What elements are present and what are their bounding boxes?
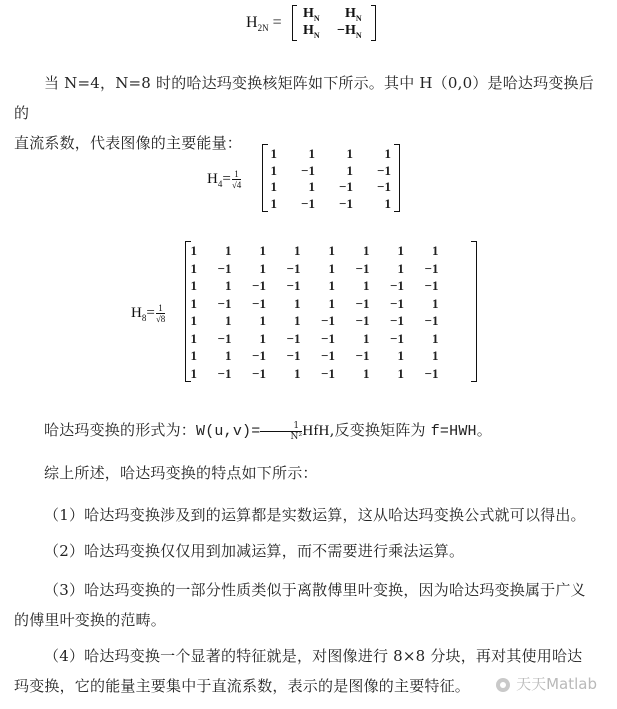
h4-cell: 1 [308, 146, 315, 161]
h8-cell: −1 [321, 348, 335, 363]
formula-hfh: HfH [302, 423, 330, 439]
h8-cell: 1 [190, 260, 197, 276]
h8-cell: 1 [328, 243, 335, 258]
h4-row [263, 194, 399, 213]
h8-row [186, 311, 476, 330]
h8-equals: = [146, 304, 155, 321]
formula-line [14, 415, 606, 447]
h8-cell: −1 [217, 295, 232, 311]
h8-cell: −1 [252, 295, 266, 311]
h8-cell: 1 [432, 295, 439, 311]
watermark [496, 673, 597, 694]
point-1-paragraph [14, 500, 606, 530]
h4-scale-fraction: $\frac{1}{√4}$ [231, 169, 242, 190]
formula-fraction: $\frac{1}{\text{N²}}$ [260, 421, 302, 442]
h8-cell: −1 [390, 278, 404, 293]
point-3-paragraph [14, 575, 606, 635]
h4-cell: −1 [377, 162, 391, 178]
h8-row [186, 241, 476, 260]
h4-cell: 1 [384, 146, 391, 161]
h8-cell: 1 [190, 348, 197, 363]
h8-cell: 1 [397, 243, 404, 258]
h8-cell: −1 [355, 260, 370, 276]
h8-cell: −1 [424, 278, 439, 293]
h4-cell: −1 [301, 195, 315, 211]
h8-cell: −1 [217, 260, 232, 276]
h8-cell: −1 [390, 295, 404, 311]
h2n-cell-21: $H_N$ [303, 23, 320, 40]
h8-cell: 1 [190, 330, 197, 346]
formula-w-expr: W(u,v)= [196, 423, 261, 440]
h8-cell: 1 [190, 243, 197, 258]
h8-cell: −1 [355, 295, 370, 311]
h2n-cell-12: $H_N$ [345, 6, 362, 23]
h8-cell: 1 [328, 278, 335, 293]
h4-label-base: H [207, 170, 218, 187]
h8-cell: −1 [217, 365, 232, 381]
summary-paragraph [14, 458, 606, 488]
h8-scale-fraction: $\frac{1}{√8}$ [155, 303, 166, 324]
point-4-line-1: （4）哈达玛变换一个显著的特征就是，对图像进行 8×8 分块，再对其使用哈达 [44, 647, 583, 665]
h4-matrix [262, 144, 400, 212]
h4-cell: 1 [270, 179, 277, 194]
h8-cell: 1 [225, 348, 232, 363]
h8-cell: −1 [424, 313, 439, 328]
point-2-text: （2）哈达玛变换仅仅用到加减运算，而不需要进行乘法运算。 [44, 542, 465, 560]
h4-cell: 1 [270, 146, 277, 161]
h8-cell: 1 [259, 330, 266, 346]
h8-cell: 1 [294, 365, 301, 381]
h4-cell: 1 [270, 195, 277, 211]
h8-label-base: H [131, 304, 142, 321]
h8-cell: 1 [432, 348, 439, 363]
h8-matrix [185, 241, 477, 382]
formula-end: 。 [476, 421, 492, 439]
h2n-cell-11: $H_N$ [303, 6, 320, 23]
h8-cell: 1 [225, 243, 232, 258]
h2n-formula-label [246, 14, 282, 33]
h8-cell: 1 [363, 243, 370, 258]
h8-cell: −1 [355, 348, 370, 363]
intro-line-2: 直流系数，代表图像的主要能量： [14, 134, 243, 152]
h4-cell: −1 [339, 179, 353, 194]
h8-cell: −1 [252, 348, 266, 363]
h4-cell: −1 [377, 179, 391, 194]
summary-text: 综上所述，哈达玛变换的特点如下所示： [44, 464, 318, 482]
h2n-lhs-sub: 2N [257, 23, 269, 34]
h2n-lhs: H [246, 14, 258, 31]
h4-cell: 1 [308, 179, 315, 194]
h4-equals: = [222, 170, 231, 187]
h2n-matrix [292, 5, 376, 41]
h2n-equals: = [272, 14, 282, 31]
h8-cell: −1 [321, 365, 335, 381]
point-3-line-2: 的傅里叶变换的范畴。 [14, 611, 167, 629]
h8-cell: −1 [286, 278, 301, 293]
h8-cell: 1 [259, 313, 266, 328]
h4-label-sub: 4 [217, 178, 223, 189]
h4-cell: 1 [346, 162, 353, 178]
h4-cell: 1 [384, 195, 391, 211]
formula-middle: ,反变换矩阵为 [329, 421, 426, 439]
h8-row [186, 329, 476, 348]
h8-cell: 1 [328, 295, 335, 311]
h8-row [186, 364, 476, 383]
h8-row [186, 346, 476, 365]
h8-cell: 1 [328, 260, 335, 276]
h8-cell: 1 [294, 313, 301, 328]
h8-row [186, 259, 476, 278]
point-3-line-1: （3）哈达玛变换的一部分性质类似于离散傅里叶变换，因为哈达玛变换属于广义 [44, 581, 586, 599]
h8-cell: −1 [286, 348, 301, 363]
h8-cell: 1 [225, 278, 232, 293]
h8-row [186, 276, 476, 295]
h4-cell: 1 [270, 162, 277, 178]
point-4-line-2: 玛变换，它的能量主要集中于直流系数，表示的是图像的主要特征。 [14, 677, 471, 695]
h8-cell: 1 [259, 243, 266, 258]
formula-paragraph [14, 415, 606, 447]
formula-prefix: 哈达玛变换的形式为： [44, 421, 197, 439]
h8-cell: −1 [321, 313, 335, 328]
h8-cell: −1 [286, 260, 301, 276]
h4-cell: −1 [339, 195, 353, 211]
h8-cell: −1 [252, 365, 266, 381]
h8-cell: 1 [363, 365, 370, 381]
h8-cell: −1 [424, 260, 439, 276]
h8-cell: 1 [190, 278, 197, 293]
h8-cell: −1 [355, 313, 370, 328]
h8-cell: 1 [190, 313, 197, 328]
formula-inverse: f=HWH [430, 423, 477, 440]
h8-cell: −1 [424, 365, 439, 381]
h8-cell: 1 [397, 365, 404, 381]
intro-line-1: 当 N=4，N=8 时的哈达玛变换核矩阵如下所示。其中 H（0,0）是哈达玛变换后的 [14, 74, 594, 122]
h8-cell: 1 [397, 348, 404, 363]
h8-cell: 1 [259, 260, 266, 276]
h4-cell: −1 [301, 162, 315, 178]
h8-label-sub: 8 [141, 312, 147, 323]
wechat-icon [496, 678, 510, 692]
h8-cell: 1 [432, 243, 439, 258]
point-2-paragraph [14, 536, 606, 566]
watermark-text: 天天Matlab [516, 675, 597, 693]
point-1-text: （1）哈达玛变换涉及到的运算都是实数运算，这从哈达玛变换公式就可以得出。 [44, 506, 586, 524]
h8-cell: 1 [294, 243, 301, 258]
h8-cell: −1 [390, 330, 404, 346]
h8-cell: 1 [190, 365, 197, 381]
h8-cell: −1 [217, 330, 232, 346]
h8-cell: 1 [363, 278, 370, 293]
h4-cell: 1 [346, 146, 353, 161]
h8-cell: 1 [397, 260, 404, 276]
h8-cell: −1 [252, 278, 266, 293]
h2n-cell-22: $-H_N$ [337, 23, 362, 40]
h8-cell: 1 [432, 330, 439, 346]
h8-cell: −1 [286, 330, 301, 346]
h8-cell: 1 [363, 330, 370, 346]
h4-label [207, 169, 241, 190]
h8-cell: 1 [294, 295, 301, 311]
h8-cell: 1 [190, 295, 197, 311]
h8-cell: 1 [225, 313, 232, 328]
h8-cell: −1 [390, 313, 404, 328]
h8-row [186, 294, 476, 313]
h8-cell: −1 [321, 330, 335, 346]
